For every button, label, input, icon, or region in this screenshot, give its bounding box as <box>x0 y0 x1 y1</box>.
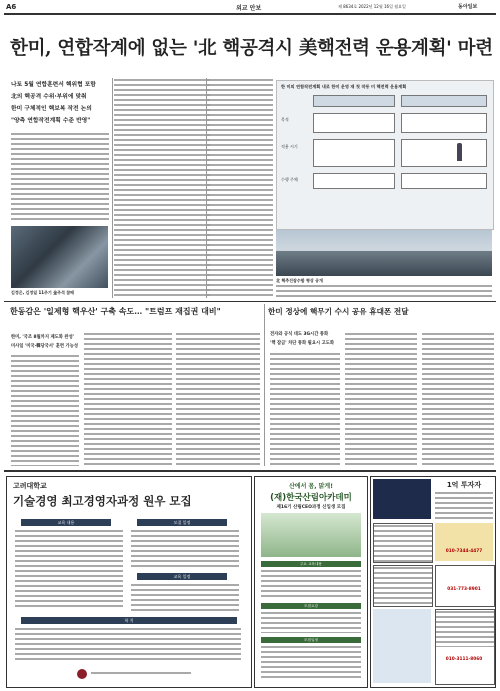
article2-col2 <box>84 332 172 466</box>
infographic-label-timing: 적용 시기 <box>281 144 298 149</box>
lead-photo <box>11 226 108 288</box>
ad2-sub: 제16기 산림CEO과정 신입생 모집 <box>276 505 346 510</box>
ad-forest-academy[interactable] <box>254 476 368 688</box>
infographic-box <box>401 173 487 189</box>
classified-box <box>373 565 433 607</box>
ad2-name: (재)한국산림아카데미 <box>270 493 352 503</box>
article2-col3 <box>176 332 260 466</box>
lead-deck <box>11 79 111 127</box>
lead-body-col3 <box>207 78 273 296</box>
infographic-label-actor: 수행 주체 <box>281 177 298 182</box>
classified-box <box>435 565 495 607</box>
classified-box <box>435 523 493 561</box>
ad2-photo <box>261 513 361 557</box>
ad1-footer <box>91 671 191 677</box>
lead-body-col4 <box>276 284 492 298</box>
classified-body <box>435 491 493 519</box>
infographic-label-purpose: 목적 <box>281 117 289 122</box>
paper-name: 동아일보 <box>458 4 478 10</box>
lead-deck-line: 한미 구체적인 핵보복 작전 논의 <box>11 106 92 112</box>
infographic-box <box>313 173 395 189</box>
classified-box <box>373 609 431 683</box>
issue-info: 제 8634호 2022년 12월 16일 월요일 <box>338 4 406 9</box>
column-divider <box>112 78 113 298</box>
column-divider <box>206 78 207 298</box>
ad1-body <box>15 529 123 609</box>
page-number: A6 <box>6 3 17 11</box>
classified-box <box>373 479 431 519</box>
article3-headline: 한미 정상에 핵무기 수시 공유 휴대폰 전달 <box>268 307 409 316</box>
infographic-box <box>313 139 395 167</box>
ad1-body <box>15 627 241 663</box>
ad1-header: 교육 일정 <box>137 573 227 580</box>
ad2-body <box>261 645 361 681</box>
classified-title: 1억 투자자 <box>446 481 482 489</box>
ad2-section: 모집일정 <box>261 637 361 643</box>
infographic-box <box>401 113 487 133</box>
ad2-body <box>261 569 361 599</box>
section-title: 외교 안보 <box>236 5 262 12</box>
article3-col2 <box>345 332 417 466</box>
article3-col3 <box>422 332 494 466</box>
article3-deck-line: 전자와 공식 대도 3G시간 통화 <box>270 332 329 337</box>
ad2-section: 모집요강 <box>261 603 361 609</box>
article3-col1 <box>270 352 340 466</box>
infographic-box <box>313 113 395 133</box>
classified-box <box>373 523 433 563</box>
ad1-org: 고려대학교 <box>13 482 47 490</box>
article2-deck-line: 한미, '국조 8월까지 제도화 완성' <box>11 335 75 340</box>
ad1-logo <box>77 669 87 679</box>
ad-rule <box>4 470 496 472</box>
infographic-box <box>401 139 487 167</box>
article2-headline: 한동감은 '일제형 핵우산' 구축 속도… "트럼프 재집권 대비" <box>10 306 221 316</box>
ad1-body <box>131 529 239 569</box>
article3-deck <box>270 330 350 348</box>
submarine-photo <box>276 230 492 276</box>
lead-body-col2 <box>114 78 210 296</box>
lead-deck-line: 나토 5월 연합훈련서 핵위협 포함 <box>11 82 96 88</box>
ad2-section: 주요 교육내용 <box>261 561 361 567</box>
submarine-caption: 北 핵추진잠수함 형상 공개 <box>276 278 323 283</box>
classifieds <box>370 476 496 688</box>
ad2-top: 산에서 몸, 맑게! <box>289 483 333 490</box>
ad1-body <box>131 583 239 613</box>
infographic-title: 한 미의 연합작전계획 내로 한미 운영 재 첫 작동 미 핵전력 운용계획 <box>281 84 407 89</box>
lead-headline: 한미, 연합작계에 없는 '北 핵공격시 美핵전력 운용계획' 마련 <box>10 38 493 59</box>
article2-deck <box>11 333 81 351</box>
lead-body-col1 <box>11 132 109 222</box>
classified-phone: 010-3111-8060 <box>445 657 483 662</box>
ad1-header: 교육 내용 <box>21 519 111 526</box>
photo-caption: 김정은, 김정일 11주기 金주석 참배 <box>11 290 75 295</box>
lead-deck-line: 北의 핵공격 수위·부위에 맞춰 <box>11 94 87 100</box>
ad-korea-university[interactable] <box>6 476 252 688</box>
article2-col1 <box>11 354 79 466</box>
header-rule <box>4 13 496 15</box>
classified-box <box>435 609 495 685</box>
ad1-header: 모집 일정 <box>137 519 227 526</box>
ad1-title: 기술경영 최고경영자과정 원우 모집 <box>13 494 192 508</box>
section-rule <box>4 301 496 302</box>
infographic-box <box>313 95 395 107</box>
infographic-box <box>401 95 487 107</box>
classified-phone: 031-773-8901 <box>447 587 481 592</box>
missile-icon <box>457 143 462 161</box>
column-divider <box>264 304 265 466</box>
ad1-header: 학 칙 <box>21 617 237 624</box>
classified-phone: 010-7344-4477 <box>445 549 483 554</box>
article2-deck-line: 미사일 '미국·韓당국서' 훈련 가능성 <box>11 344 79 349</box>
ad2-body <box>261 611 361 633</box>
infographic <box>276 80 494 230</box>
lead-deck-line: "양측 연합작전계획 수준 반영" <box>11 118 91 124</box>
article3-deck-line: '핵 잠금' 차단 통화 필요시 고도화 <box>270 341 335 346</box>
